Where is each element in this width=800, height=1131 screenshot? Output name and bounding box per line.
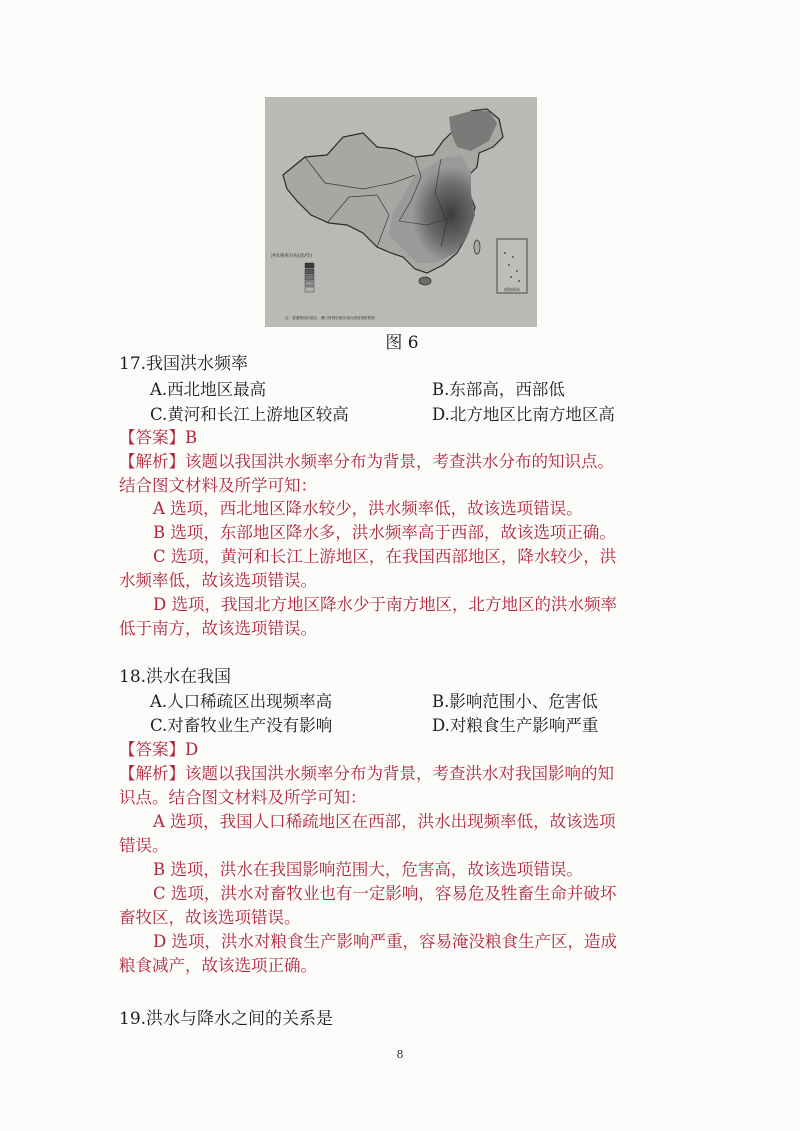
south-china-sea-inset [497,239,527,293]
q17-explanation-line: 【解析】该题以我国洪水频率分布为背景，考查洪水分布的知识点。 [119,452,614,471]
q17-explanation-line: A 选项，西北地区降水较少，洪水频率低，故该选项错误。 [153,499,583,518]
inset-label: 南海诸岛 [504,287,520,292]
q17-option-d: D.北方地区比南方地区高 [432,405,615,424]
q17-explanation-line: B 选项，东部地区降水多，洪水频率高于西部，故该选项正确。 [153,523,616,542]
q17-explanation-line: D 选项，我国北方地区降水少于南方地区，北方地区的洪水频率 [153,595,617,614]
q17-option-b: B.东部高，西部低 [432,380,565,399]
q17-explanation-line: 结合图文材料及所学可知： [119,476,317,495]
q18-explanation-line: 识点。结合图文材料及所学可知： [119,788,367,807]
q18-explanation-line: 错误。 [119,836,169,855]
q18-option-a: A.人口稀疏区出现频率高 [150,692,333,711]
q18-explanation-line: 【解析】该题以我国洪水频率分布为背景，考查洪水对我国影响的知 [119,764,614,783]
q18-answer: 【答案】D [119,740,199,759]
q17-explanation-line: 低于南方，故该选项错误。 [119,619,317,638]
map-footnote: 注：香港特别行政区、澳门特别行政区和台湾省资料暂缺 [285,316,375,320]
q18-stem: 18.洪水在我国 [119,667,232,687]
q18-explanation-line: 畜牧区，故该选项错误。 [119,908,301,927]
q18-option-c: C.对畜牧业生产没有影响 [150,716,333,735]
china-map-graphic [265,97,537,327]
q17-stem: 17.我国洪水频率 [119,354,249,374]
q18-explanation-line: A 选项，我国人口稀疏地区在西部，洪水出现频率低，故该选项 [153,812,616,831]
legend-swatch-3 [305,275,314,280]
legend-title: 洪水频率分布(次/年) [271,254,313,259]
q17-option-a: A.西北地区最高 [150,380,267,399]
legend-swatch-2 [305,269,314,274]
q17-explanation-line: C 选项，黄河和长江上游地区，在我国西部地区，降水较少，洪 [153,547,617,566]
q18-explanation-line: B 选项，洪水在我国影响范围大，危害高，故该选项错误。 [153,860,583,879]
figure-caption: 图 6 [385,333,419,353]
q18-explanation-line: D 选项，洪水对粮食生产影响严重，容易淹没粮食生产区，造成 [153,932,617,951]
legend-swatch-1 [305,263,314,268]
q18-option-d: D.对粮食生产影响严重 [432,716,599,735]
page-number: 8 [396,1048,404,1061]
legend-swatch-5 [305,287,314,292]
q17-answer: 【答案】B [119,428,198,447]
q17-explanation-line: 水频率低，故该选项错误。 [119,571,317,590]
legend-swatch-4 [305,281,314,286]
q17-option-c: C.黄河和长江上游地区较高 [150,405,349,424]
q18-option-b: B.影响范围小、危害低 [432,692,598,711]
q18-explanation-line: 粮食减产，故该选项正确。 [119,956,317,975]
q19-stem: 19.洪水与降水之间的关系是 [119,1009,334,1029]
flood-frequency-map [265,97,537,327]
q18-explanation-line: C 选项，洪水对畜牧业也有一定影响，容易危及牲畜生命并破坏 [153,884,617,903]
